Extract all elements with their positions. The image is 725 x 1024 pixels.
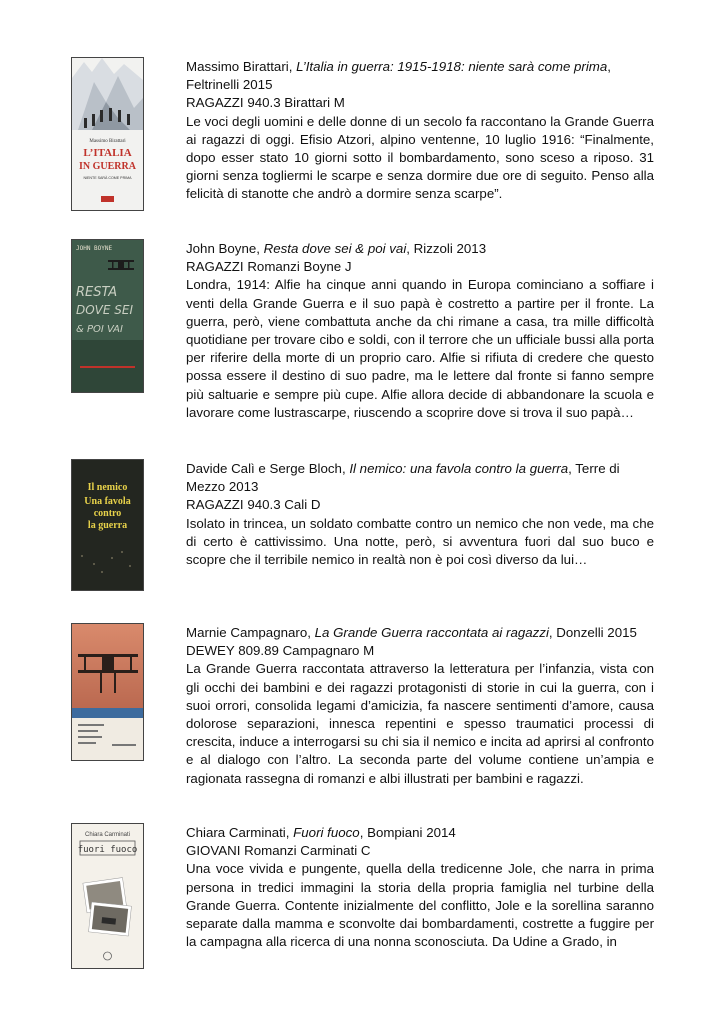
cover-illustration-icon: [72, 624, 143, 760]
book-publisher: , Terre di Mezzo 2013: [186, 461, 620, 495]
book-citation: [186, 824, 654, 842]
shelf-location: RAGAZZI 940.3 Cali D: [186, 497, 321, 513]
svg-text:& POI VAI: & POI VAI: [76, 324, 123, 335]
shelf-location: RAGAZZI 940.3 Birattari M: [186, 95, 345, 111]
svg-text:L’ITALIA: L’ITALIA: [83, 147, 132, 159]
book-author: Chiara Carminati,: [186, 825, 294, 840]
book-publisher: , Rizzoli 2013: [406, 241, 487, 256]
book-publisher: , Bompiani 2014: [359, 825, 456, 840]
svg-text:Massimo Birattari: Massimo Birattari: [89, 139, 126, 144]
book-publisher: , Donzelli 2015: [548, 625, 637, 640]
svg-text:Una favola: Una favola: [84, 496, 131, 507]
shelf-location: RAGAZZI Romanzi Boyne J: [186, 259, 352, 275]
book-description: Isolato in trincea, un soldato combatte contro un nemico che non vede, ma che di certo è cattivissimo. Una notte, però, si avventura fuori dal suo buco e scopre che il terribile nemico in realtà non è poi così diverso da lui…: [186, 515, 654, 568]
cover-illustration-icon: [72, 824, 143, 968]
book-author: Marnie Campagnaro,: [186, 625, 315, 640]
cover-illustration-icon: [72, 58, 143, 210]
book-entry-text: [186, 624, 654, 788]
book-citation: [186, 58, 654, 94]
svg-text:Il nemico: Il nemico: [87, 482, 128, 493]
book-citation: [186, 240, 654, 258]
book-title: La Grande Guerra raccontata ai ragazzi: [314, 625, 549, 640]
svg-text:IN GUERRA: IN GUERRA: [79, 161, 136, 172]
book-cover-image: [72, 624, 143, 760]
book-description: Londra, 1914: Alfie ha cinque anni quando in Europa cominciano a soffiare i venti della Grande Guerra e il suo papà è costretto a partire per il fronte. La guerra, però, viene combattuta anche da chi rimane a casa, tra mille difficoltà quotidiane per trovare cibo e soldi, con il terrore che un ufficiale bussi alla porta per riferire della morte di un proprio caro. Alfie si rifiuta di credere che questo possa essere il destino di suo padre, ma le lettere dal fronte si fanno sempre più saltuarie e sempre più cupe. Alfie allora decide di abbandonare la scuola e lavorare come lustrascarpe, riuscendo a scoprire dove si trova il suo papà…: [186, 277, 654, 420]
book-description: Le voci degli uomini e delle donne di un secolo fa raccontano la Grande Guerra ai ragazzi di oggi. Efisio Atzori, alpino ventenne, 10 luglio 1916: “Finalmente, dopo esser stato 10 giorni sotto il bombardamento, sono sceso a riposo. 31 giorni senza togliermi le scarpe e senza dormire due ore di seguito. Penso alla felicità di stanotte che andrò a dormire senza scarpe”.: [186, 113, 654, 202]
book-cover-image: [72, 58, 143, 210]
shelf-location: DEWEY 809.89 Campagnaro M: [186, 643, 375, 659]
book-citation: [186, 624, 654, 642]
cover-illustration-icon: [72, 240, 143, 392]
book-entry-text: [186, 240, 654, 422]
book-entry-text: [186, 460, 654, 569]
book-cover-image: [72, 824, 143, 968]
book-description: La Grande Guerra raccontata attraverso la letteratura per l’infanzia, vista con gli occhi dei bambini e dei ragazzi protagonisti di storie in cui la guerra, con i suoi orrori, consolida legami d’amicizia, fa nascere sentimenti d’amore, causa dolorose separazioni, innesca repentini e spesso traumatici processi di crescita, induce a interrogarsi su chi sia il nemico e incita ad aprirsi al confronto e al dialogo con l’altro. La seconda parte del volume contiene un’ampia e ragionata rassegna di romanzi e albi illustrati per bambini e ragazzi.: [186, 661, 654, 786]
svg-text:JOHN BOYNE: JOHN BOYNE: [76, 245, 113, 252]
book-author: Davide Calì e Serge Bloch,: [186, 461, 350, 476]
svg-text:RESTA: RESTA: [76, 285, 118, 300]
svg-text:contro: contro: [93, 508, 122, 519]
book-entry-text: [186, 58, 654, 204]
book-title: Fuori fuoco: [293, 825, 360, 840]
book-author: Massimo Birattari,: [186, 59, 297, 74]
book-title: Il nemico: una favola contro la guerra: [349, 461, 569, 476]
svg-text:DOVE SEI: DOVE SEI: [76, 303, 134, 317]
cover-illustration-icon: [72, 460, 143, 590]
svg-text:fuori fuoco: fuori fuoco: [77, 845, 138, 855]
svg-text:NIENTE SARÀ COME PRIMA: NIENTE SARÀ COME PRIMA: [83, 176, 132, 180]
book-description: Una voce vivida e pungente, quella della tredicenne Jole, che narra in prima persona in tredici immagini la storia della propria famiglia nel turbine della Grande Guerra. Contente inizialmente del conflitto, Jole e la sorellina saranno separate dalla mamma e sconvolte dai bombardamenti, costrette a fuggire per la campagna alla ricerca di una nonna sconosciuta. Da Udine a Grado, in: [186, 861, 654, 950]
book-cover-image: [72, 460, 143, 590]
book-cover-image: [72, 240, 143, 392]
svg-text:la guerra: la guerra: [87, 520, 128, 531]
book-title: Resta dove sei & poi vai: [263, 241, 407, 256]
book-entry-text: [186, 824, 654, 951]
book-title: L’Italia in guerra: 1915-1918: niente sarà come prima: [296, 59, 608, 74]
book-publisher: , Feltrinelli 2015: [186, 59, 611, 93]
svg-text:Chiara Carminati: Chiara Carminati: [84, 832, 131, 838]
book-citation: [186, 460, 654, 496]
shelf-location: GIOVANI Romanzi Carminati C: [186, 843, 371, 859]
book-author: John Boyne,: [186, 241, 264, 256]
